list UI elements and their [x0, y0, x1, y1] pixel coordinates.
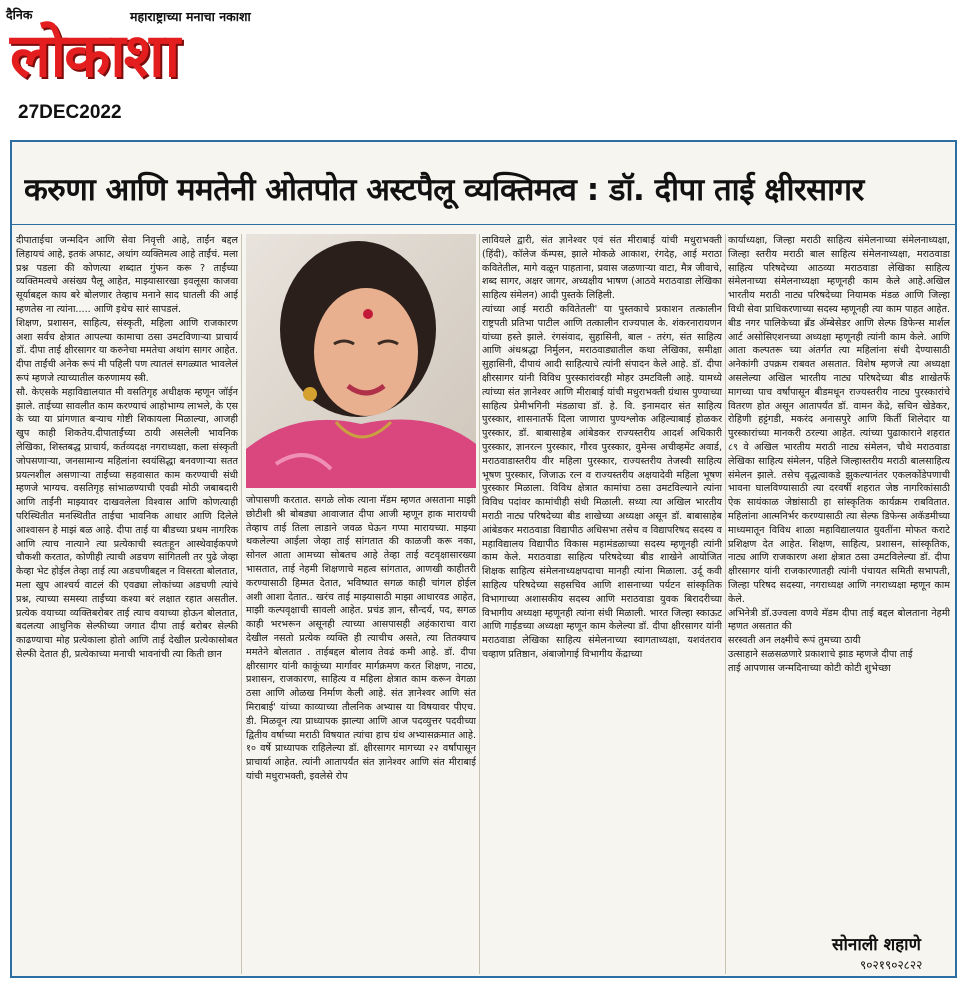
article-clipping [10, 140, 957, 978]
paragraph: सौ. केएसके महाविद्यालयात मी वसतिगृह अधीक्षक म्हणून जॉईन झाले. ताईच्या सावलीत काम करण्याचं आहोभाग्य लाभले, के एस के च्या या प्रांगणात बऱ्याच गोष्टी शिकायला मिळाल्या, आजही खुप काही शिकतेय.दीपाताईंच्या ठायी असलेली भावनिक लेखिका, शिस्तबद्ध प्राचार्य, कर्तव्यदक्ष नगराध्यक्षा, कला संस्कृती जोपसणाऱ्या, जनसामान्य महिलांना स्वयंसिद्धा बनवणाऱ्या सतत प्रयत्नशील असणाऱ्या ताईंच्या सहवासात काम करण्याची संधी म्हणजे भाग्यच. वसतिगृह सांभाळण्याची एवढी मोठी जबाबदारी आणि ताईंनी माझ्यावर दाखवलेला विश्वास आणि कोणत्याही परिस्थितीत मनस्थितीत ताईचा भावनिक आधार आणि दिलेले आश्वासन हे माझं बळ आहे. दीपा ताई या बीडच्या प्रथम नागरिक आणि त्याच नात्याने त्या प्रत्येकाची स्वतःहून आस्थेवाईकपणे चौकशी करतात, कोणीही त्याची अडचण सांगितली तर पुढे जेव्हा केव्हा भेट होईल तेव्हा ताई त्या अडचणीबद्दल न विसरता बोलतात, मला खुप आश्चर्य वाटलं की एवढ्या लोकांच्या अडचणी त्यांचे प्रश्न, त्याच्या समस्या ताईंच्या कश्या बरं लक्षात रहात असतील. प्रत्येक वयाच्या व्यक्तिबरोबर ताई त्याच वयाच्या होऊन बोलतात, बदलत्या आधुनिक सेल्फीच्या जगात दीपा ताई बरोबर सेल्फी काढण्याचा मोह प्रत्येकाला होतो आणि ताई देखील प्रत्येकासोबत सेल्फी देतात ही, प्रत्येकाच्या मनाची भावनांची त्या किती छान [16, 386, 238, 660]
newspaper-logo: लोकाशा [10, 21, 179, 91]
article-column-3 [482, 234, 722, 974]
paragraph: दीपाताईचा जन्मदिन आणि सेवा निवृत्ती आहे, ताईंन बद्दल लिहायचं आहे, इतकं अफाट, अथांग व्यक्तिमत्व आहे ताईंचं. मला प्रश्न पडला की कोणत्या शब्दात गुंफन करू ? ताईंच्या व्यक्तिमत्वचे असंख्य पैलू आहेत, माझ्यासारखा इवलूसा काजवा सूर्याबद्दल काय बरे बोलणार तेव्हाच मनाने साद घातली की आई म्हणतेस ना त्यांना..... आणि इथेच सारं सापडलं. [16, 235, 238, 315]
column-divider [479, 234, 480, 974]
paragraph: ताई आपणास जन्मदिनाच्या कोटी कोटी शुभेच्छा [728, 662, 891, 674]
headline-divider [12, 224, 955, 225]
paragraph: अभिनेत्री डॉ.उज्वला वणवे मॅडम दीपा ताई बद्दल बोलताना नेहमी म्हणत असतात की [728, 607, 950, 633]
article-headline: करुणा आणि ममतेनी ओतपोत अस्टपैलू व्यक्तिमत्व : डॉ. दीपा ताई क्षीरसागर [24, 172, 864, 208]
paragraph: शिक्षण, प्रशासन, साहित्य, संस्कृती, महिला आणि राजकारण अशा सर्वच क्षेत्रात आपल्या कामाचा ठसा उमटविणाऱ्या प्राचार्य डॉ. दीपा ताई क्षीरसागर या करुनेचा ममतेचा अथांग सागर आहेत. दीपा ताईंची अनेक रूपं मी पहिली पण त्यातलं सगळ्यात भावलेलं रूपं म्हणजे त्याच्यातील करुणामय स्त्री. [16, 317, 238, 384]
article-column-1 [16, 234, 238, 974]
column-divider [725, 234, 726, 974]
paragraph: कार्याध्यक्षा, जिल्हा मराठी साहित्य संमेलनाच्या संमेलनाध्यक्षा, जिल्हा स्तरीय मराठी बाल साहित्य संमेलनाध्यक्षा, मराठवाडा साहित्य परिषदेच्या आठव्या मराठवाडा लेखिका साहित्य संमेलनाच्या संमेलनाध्यक्षा म्हणूनही काम केले आहे.अखिल भारतीय मराठी नाट्य परिषदेच्या नियामक मंडळ आणि जिल्हा विधी सेवा प्राधिकरणाच्या सदस्य म्हणूनही त्या काम पाहत आहेत. बीड नगर पालिकेच्या ब्रँड ॲम्बेसेडर आणि सेल्फ डिफेन्स मार्शल आर्ट असोसिएशनच्या अध्यक्षा म्हणूनही त्यांनी काम केले. आणि आता कल्पतरू च्या अंतर्गत त्या महिलांना संधी देण्यासाठी अनेकांगी उपक्रम राबवत असतात. विशेष म्हणजे त्या अध्यक्षा असलेल्या अखिल भारतीय नाट्य परिषदेच्या बीड शाखेतर्फे मागच्या पाच वर्षांपासून बीडमधून राज्यस्तरीय नाट्य पुरस्कारांचे वितरण होत असून आतापर्यंत डॉ. वामन केंद्रे, सचिन खेडेकर, रोहिणी हट्टंगडी, मकरंद अनासपुरे आणि किर्ती शिलेदार या पुरस्कारांच्या मानकरी ठरल्या आहेत. त्यांच्या पुढाकाराने शहरात ८९ वे अखिल भारतीय मराठी नाट्य संमेलन, चौथे मराठवाडा लेखिका साहित्य संमेलन, पहिले जिल्हास्तरीय मराठी बालसाहित्य संमेलन झाले. तसेच वृद्धत्वाकडे झुकल्यानंतर एकलकोंडेपणाची भावना घालविण्यासाठी त्या दरवर्षी शहरात जेष्ठ नागरिकांसाठी ऐक सायंकाळ जेष्ठांसाठी हा सांस्कृतिक कार्यक्रम राबवितात. महिलांना आत्मनिर्भर करण्यासाठी त्या सेल्फ डिफेन्स अकॅडमीच्या माध्यमातून विविध शाळा महाविद्यालयात युवतींना मोफत कराटे प्रशिक्षण देत आहेत. शिक्षण, साहित्य, प्रशासन, सांस्कृतिक, नाट्य आणि राजकारण अशा क्षेत्रात ठसा उमटविलेल्या डॉ. दीपा क्षीरसागर यांनी राजकारणातही त्यांनी पंचायत समिती सभापती, जिल्हा परिषद सदस्या, नगराध्यक्ष आणि नगराध्यक्षा म्हणून काम केले. [728, 235, 950, 605]
paragraph: सरस्वती अन लक्ष्मीचे रूपं तुमच्या ठायी [728, 635, 861, 647]
publication-date: 27DEC2022 [18, 102, 122, 123]
masthead [0, 0, 330, 135]
masthead-tagline: महाराष्ट्राच्या मनाचा नकाशा [130, 9, 251, 24]
column-divider [241, 234, 242, 974]
paragraph: त्यांच्या आई मराठी कवितेतली' या पुस्तकाचे प्रकाशन तत्कालीन राष्ट्रपती प्रतिभा पाटील आणि तत्कालीन राज्यपाल के. शंकरनारायणन यांच्या हस्ते झाले. रंगसंवाद, सुहासिनी, बाल - तरंग, संत साहित्य आणि अंधश्रद्धा निर्मुलन, मराठवाड्यातील कथा लेखिका, समीक्षा सुहासिनी, दीपायं आदी साहित्याचे त्यांनी संपादन केले आहे. डॉ. दीपा क्षीरसागर यांनी विविध पुरस्कारांवरही मोहर उमटविली आहे. यामध्ये त्यांच्या संत ज्ञानेश्वर आणि मीराबाई यांची मधुराभक्ती ग्रंथास पुण्याच्या साहित्य प्रेमीभगिनी मंडळाचा डॉ. हे. वि. इनामदार संत साहित्य पुरस्कार, शासनातर्फे दिला जाणारा पुण्यश्लोक अहिल्याबाई होळकर पुरस्कार, डॉ. बाबासाहेब आंबेडकर राज्यस्तरीय आदर्श अधिकारी पुरस्कार, ज्ञानरत्न पुरस्कार, गौरव पुरस्कार, वुमेन्स अचीव्हमेंट अवार्ड, मराठवाडास्तरीय वीर महिला पुरस्कार, राज्यस्तरीय तेजस्वी साहित्य भूषण पुरस्कार, जिजाऊ रत्न व राज्यस्तरीय अक्षयादेवी महिला भूषण पुरस्कार मिळाला. विविध क्षेत्रात कामांचा ठसा उमटविल्याने त्यांना विविध पदांवर कामांचीही संधी मिळाली. सध्या त्या अखिल भारतीय मराठी नाट्य परिषदेच्या बीड शाखेच्या अध्यक्षा असून डॉ. बाबासाहेब आंबेडकर मराठवाडा विद्यापीठ अधिसभा तसेच व विद्यापरिषद सदस्य व महाविद्यालय विद्यापीठ विकास महामंडळाच्या सदस्य म्हणूनही त्यांनी काम केले. मराठवाडा साहित्य परिषदेच्या बीड शाखेने आयोजित शिक्षक साहित्य संमेलनाध्यक्षपदाचा मानही त्यांना मिळाला. उर्दू कवी साहित्य परिषदेच्या सहसचिव आणि शासनाच्या पर्यटन सांस्कृतिक विभागाच्या अशासकीय सदस्य आणि मराठवाडा युवक बिरादरीच्या विभागीय अध्यक्षा म्हणूनही त्यांना संधी मिळाली. भारत जिल्हा स्काऊट आणि गाईडच्या अध्यक्षा म्हणून काम केलेल्या डॉ. दीपा क्षीरसागर यांनी मराठवाडा लेखिका साहित्य संमेलनाच्या स्वागताध्यक्षा, यशवंतराव चव्हाण प्रतिष्ठान, अंबाजोगाई विभागीय केंद्राच्या [482, 303, 722, 660]
author-phone: ९०२१९०२८२२ [860, 958, 923, 972]
paragraph: लावियले द्वारी, संत ज्ञानेश्वर एवं संत मीराबाई यांची मधुराभक्ती (हिंदी), कॉलेज कॅम्पस, झाले मोकळे आकाश, रंगदेह, आई मराठा कवितेतील, मागे वळून पाहताना, प्रवास जळणाऱ्या वाटा, मैत्र जीवाचे, शब्द सागर, अक्षर जागर, अध्यक्षीय भाषण (आठवे मराठवाडा लेखिका साहित्य संमेलन) आदी पुस्तके लिहिली. [482, 235, 722, 302]
article-column-4 [728, 234, 950, 934]
article-column-2 [246, 494, 476, 974]
masthead-daily-label: दैनिक [6, 7, 33, 22]
portrait-photo [246, 234, 476, 488]
paragraph: उत्साहाने सळसळणारे प्रकाशाचे झाड म्हणजे दीपा ताई [728, 648, 913, 660]
author-byline: सोनाली शहाणे [832, 935, 921, 955]
paragraph: जोपासणी करतात. सगळे लोक त्याना मॅडम म्हणत असताना माझी छोटीशी श्री बोबड्या आवाजात दीपा आजी म्हणून हाक मारायची तेव्हाच ताई तिला लाडाने जवळ घेऊन गप्पा मारायच्या. माझ्या थकलेल्या आईला जेव्हा ताई सांगतात की काळजी करू नका, सोनल आता आमच्या सोबतच आहे तेव्हा ताई वटवृक्षासारख्या भासतात, ताई नेहमी शिक्षणाचे महत्व सांगतात, आणखी काहीतरी करण्यासाठी हिम्मत देतात, भविष्यात सगळ काही चांगल होईल अशी आशा देतात.. खरंच ताई माझ्यासाठी माझा आधारवड आहेत, माझी कल्पवृक्षाची सावली आहेत. प्रचंड ज्ञान, सौन्दर्य, पद, सगळ काही भरभरून असूनही त्याच्या आसपासही अहंकाराचा वारा देखील नसतो प्रत्येक व्यक्ति ही त्याचीच असते, त्या तितक्याच ममतेने बोलतात . ताईबद्दल बोलाव तेवढं कमी आहे. डॉ. दीपा क्षीरसागर यांनी काकूंच्या मार्गावर मार्गक्रमण करत शिक्षण, नाट्य, प्रशासन, राजकारण, साहित्य व महिला क्षेत्रात काम करून वेगळा ठसा आणि ओळख निर्माण केली आहे. संत ज्ञानेश्वर आणि संत मिराबाई' यांच्या काव्याच्या तौलनिक अभ्यास या विषयावर पीएच. डी. मिळवून त्या प्राध्यापक झाल्या आणि आज पदव्युत्तर पदवीच्या द्वितीय वर्षाच्या मराठी विषयात त्यांचा हाच ग्रंथ अभ्यासक्रमात आहे. १० वर्षे प्राध्यापक राहिलेल्या डॉ. क्षीरसागर मागच्या २२ वर्षांपासून प्राचार्या आहेत. त्यांनी आतापर्यंत संत ज्ञानेश्वर आणि संत मीराबाई यांची मधुराभक्ती, इवलेसे रोप [246, 495, 476, 782]
